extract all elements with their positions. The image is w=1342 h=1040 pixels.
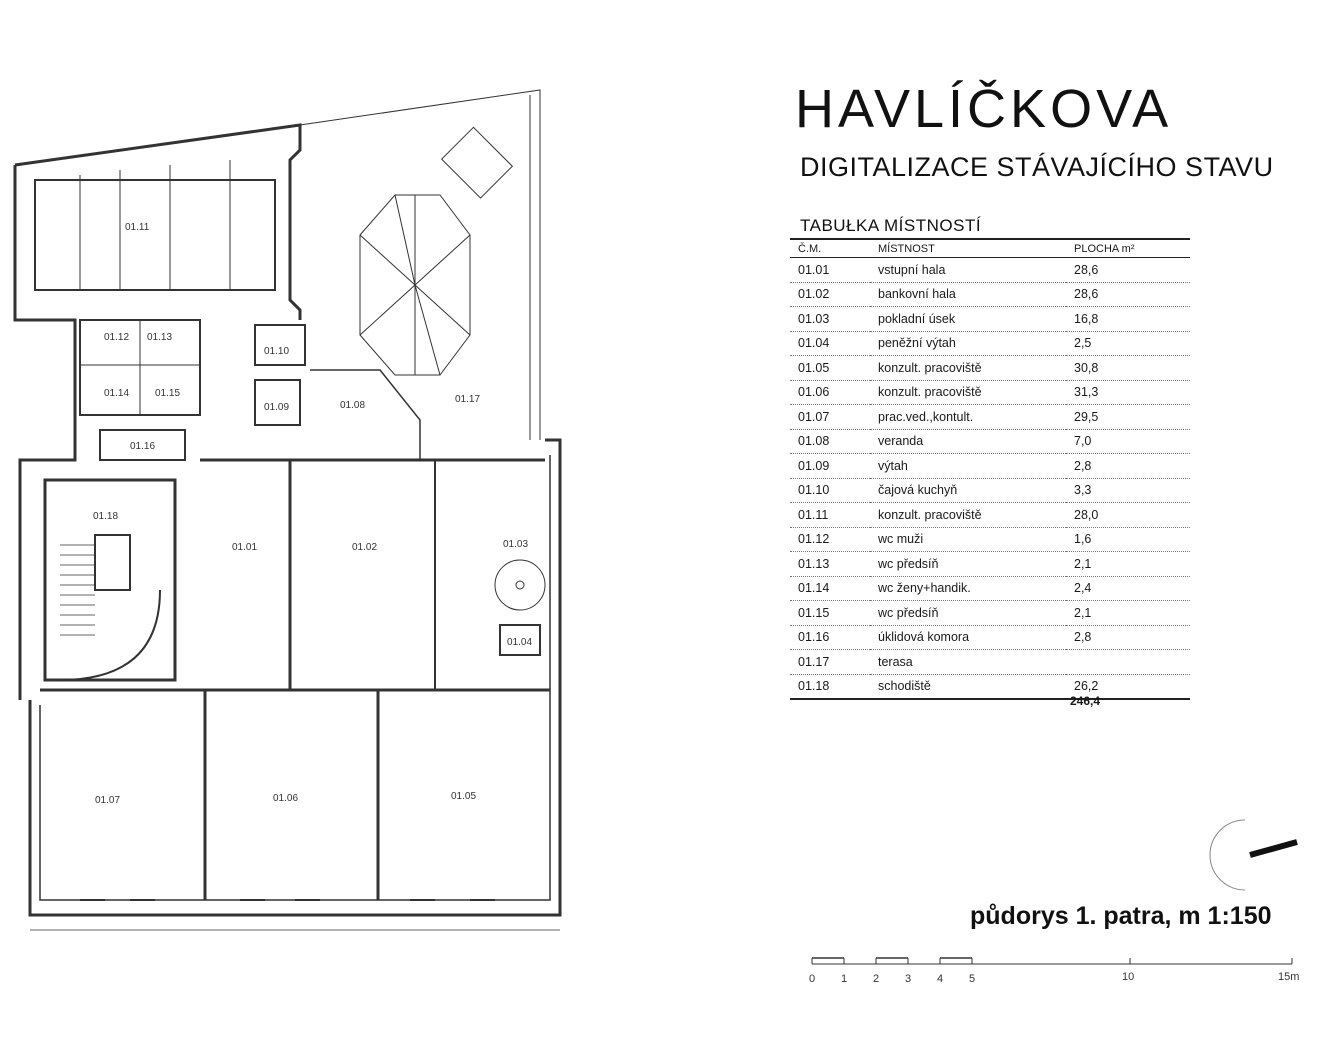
- cell-name: výtah: [870, 454, 1066, 479]
- col-header-name: MÍSTNOST: [870, 239, 1066, 258]
- scale-label-3: 3: [905, 973, 912, 985]
- plan-label-0105: 01.05: [451, 791, 477, 802]
- plan-label-0118: 01.18: [93, 511, 119, 522]
- cell-area: 28,0: [1066, 503, 1190, 528]
- table-row: [790, 650, 1190, 675]
- table-row: [790, 282, 1190, 307]
- table-row: [790, 258, 1190, 283]
- cell-name: prac.ved.,kontult.: [870, 405, 1066, 430]
- plan-label-0110: 01.10: [264, 346, 290, 357]
- cell-name: pokladní úsek: [870, 307, 1066, 332]
- table-row: [790, 405, 1190, 430]
- cell-name: wc ženy+handik.: [870, 576, 1066, 601]
- scale-label-5: 5: [969, 973, 976, 985]
- cell-num: 01.06: [790, 380, 870, 405]
- plan-label-0112: 01.12: [104, 332, 130, 343]
- plan-label-0104: 01.04: [507, 637, 533, 648]
- cell-num: 01.10: [790, 478, 870, 503]
- cell-name: schodiště: [870, 674, 1066, 699]
- col-header-num: Č.M.: [790, 239, 870, 258]
- cell-num: 01.18: [790, 674, 870, 699]
- cell-area: 3,3: [1066, 478, 1190, 503]
- cell-num: 01.12: [790, 527, 870, 552]
- cell-area: 2,1: [1066, 601, 1190, 626]
- cell-name: konzult. pracoviště: [870, 503, 1066, 528]
- cell-num: 01.16: [790, 625, 870, 650]
- room-table: [790, 238, 1190, 700]
- table-row: [790, 331, 1190, 356]
- plan-label-0116: 01.16: [130, 441, 156, 452]
- plan-label-0114: 01.14: [104, 388, 130, 399]
- cell-name: terasa: [870, 650, 1066, 675]
- cell-num: 01.07: [790, 405, 870, 430]
- col-header-area: PLOCHA m²: [1066, 239, 1190, 258]
- scale-label-2: 2: [873, 973, 880, 985]
- table-row: [790, 307, 1190, 332]
- cell-num: 01.02: [790, 282, 870, 307]
- cell-name: peněžní výtah: [870, 331, 1066, 356]
- cell-area: 28,6: [1066, 282, 1190, 307]
- cell-area: 28,6: [1066, 258, 1190, 283]
- cell-name: konzult. pracoviště: [870, 356, 1066, 381]
- table-row: [790, 601, 1190, 626]
- cell-name: úklidová komora: [870, 625, 1066, 650]
- cell-name: veranda: [870, 429, 1066, 454]
- cell-num: 01.15: [790, 601, 870, 626]
- scale-label-1: 1: [841, 973, 848, 985]
- area-total: 246,4: [1070, 694, 1101, 708]
- cell-num: 01.04: [790, 331, 870, 356]
- cell-name: konzult. pracoviště: [870, 380, 1066, 405]
- plan-caption: půdorys 1. patra, m 1:150: [970, 902, 1272, 930]
- cell-area: 16,8: [1066, 307, 1190, 332]
- scale-label-15m: 15m: [1278, 971, 1300, 983]
- terrace-planter: [442, 127, 513, 198]
- plan-label-0108: 01.08: [340, 400, 366, 411]
- cell-area: 29,5: [1066, 405, 1190, 430]
- north-arrow-icon: [1205, 815, 1305, 895]
- cell-area: 30,8: [1066, 356, 1190, 381]
- cell-num: 01.11: [790, 503, 870, 528]
- document-subtitle: DIGITALIZACE STÁVAJÍCÍHO STAVU: [800, 152, 1274, 182]
- plan-label-0117: 01.17: [455, 394, 481, 405]
- cell-num: 01.14: [790, 576, 870, 601]
- cell-area: 2,1: [1066, 552, 1190, 577]
- cell-num: 01.09: [790, 454, 870, 479]
- table-row: [790, 674, 1190, 699]
- cell-name: wc předsíň: [870, 601, 1066, 626]
- cell-name: wc předsíň: [870, 552, 1066, 577]
- stair-core: [45, 480, 175, 680]
- plan-label-0115: 01.15: [155, 388, 181, 399]
- document-title: HAVLÍČKOVA: [795, 79, 1173, 139]
- plan-label-0102: 01.02: [352, 542, 378, 553]
- table-row: [790, 576, 1190, 601]
- cell-num: 01.05: [790, 356, 870, 381]
- plan-label-0103: 01.03: [503, 539, 529, 550]
- cell-area: 31,3: [1066, 380, 1190, 405]
- plan-label-0106: 01.06: [273, 793, 299, 804]
- room-table-title: TABUŁKA MÍSTNOSTÍ: [800, 216, 982, 235]
- cell-num: 01.08: [790, 429, 870, 454]
- cell-area: [1066, 650, 1190, 675]
- table-row: [790, 552, 1190, 577]
- cell-num: 01.17: [790, 650, 870, 675]
- plan-label-0111: 01.11: [125, 222, 150, 233]
- table-row: [790, 356, 1190, 381]
- table-row: [790, 527, 1190, 552]
- table-row: [790, 478, 1190, 503]
- cell-num: 01.03: [790, 307, 870, 332]
- table-row: [790, 503, 1190, 528]
- table-row: [790, 454, 1190, 479]
- cell-area: 2,5: [1066, 331, 1190, 356]
- plan-label-0101: 01.01: [232, 542, 258, 553]
- scale-label-10: 10: [1122, 971, 1135, 983]
- scale-label-0: 0: [809, 973, 816, 985]
- table-row: [790, 429, 1190, 454]
- cell-name: wc muži: [870, 527, 1066, 552]
- scale-label-4: 4: [937, 973, 944, 985]
- cell-name: vstupní hala: [870, 258, 1066, 283]
- cell-area: 2,4: [1066, 576, 1190, 601]
- cell-area: 2,8: [1066, 625, 1190, 650]
- plan-label-0109: 01.09: [264, 402, 290, 413]
- veranda-edge: [310, 370, 420, 460]
- cell-num: 01.13: [790, 552, 870, 577]
- terrace-edge: [300, 90, 540, 440]
- cell-area: 2,8: [1066, 454, 1190, 479]
- cell-num: 01.01: [790, 258, 870, 283]
- scale-bar: [800, 950, 1310, 990]
- spiral-stair: [495, 560, 545, 610]
- table-row: [790, 625, 1190, 650]
- cell-name: bankovní hala: [870, 282, 1066, 307]
- cell-area: 7,0: [1066, 429, 1190, 454]
- cell-area: 1,6: [1066, 527, 1190, 552]
- plan-label-0113: 01.13: [147, 332, 173, 343]
- room-0110-outline: [255, 325, 305, 365]
- cell-name: čajová kuchyň: [870, 478, 1066, 503]
- plan-label-0107: 01.07: [95, 795, 121, 806]
- floor-plan: [0, 0, 620, 1040]
- room-0111-outline: [35, 180, 275, 290]
- table-row: [790, 380, 1190, 405]
- cell-area: 26,2: [1066, 674, 1190, 699]
